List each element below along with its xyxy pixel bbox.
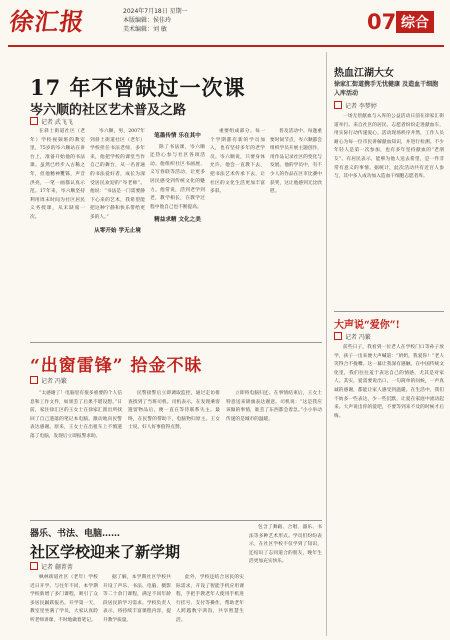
article5-title: 大声说“爱你”! xyxy=(334,320,400,331)
article2-subtitle: 徐家汇街道携手无忧健康 及造血干细胞入库活动 xyxy=(334,81,439,97)
article1-col2 xyxy=(90,128,145,338)
article4-col1-text: 枫林街道社区（老年）学校近日开学。与往年不同，本学期学校新增了多门课程，吸引了众多居民踊跃报名。开学第一天，教室里坐满了学员，大家认真聆听老师讲课，不时地做着笔记。 xyxy=(30,575,98,623)
article1-col5-text: 普及活动中。每逢重要时间节点，岑六顺都会组织学员开展主题创作，用作品记录社区的变化与发展。他的学员中，有不少人的作品在区市比赛中获奖，这让他感到无比欣慰。 xyxy=(270,129,322,195)
article4-col4 xyxy=(249,520,322,640)
article2-body xyxy=(334,113,444,309)
article4-col4-text: 包含了舞蹈、合唱、器乐、书法等多种艺术形式。学员们纷纷表示，在社区学校不仅学到了知识，还结识了志同道合的朋友，晚年生活更加充实快乐。 xyxy=(249,525,322,565)
article1-col4 xyxy=(210,128,265,338)
article3-byline xyxy=(30,376,67,385)
newspaper-logo: 徐汇报 xyxy=(7,7,87,36)
article4-col1 xyxy=(30,574,98,636)
article2-bottom-rule xyxy=(334,311,444,312)
article2-author: 记者 李梦婷 xyxy=(345,103,377,110)
article1-col3 xyxy=(150,128,205,338)
page-editor: 本版编辑：侯佳玲 xyxy=(123,17,172,24)
article1-col2-subhead: 从零开始 学无止境 xyxy=(94,227,141,234)
article1-col1 xyxy=(30,128,85,338)
page-designer: 美术编辑：刘 敏 xyxy=(123,26,167,33)
masthead-info xyxy=(123,7,188,34)
byline-icon xyxy=(30,117,38,125)
article3-col2-text: 民警接警后立即调取监控，通过走访排查找到了当班司机。司机表示，在发现乘客遗留物品后，便一直在等待联系失主。最终，在民警的帮助下，电脑物归原主。王女士说，好人好事值得点赞。 xyxy=(128,391,220,431)
column-divider xyxy=(326,52,327,636)
article3-col2 xyxy=(128,390,220,518)
article1-author: 记者 武飞飞 xyxy=(41,119,73,126)
article3-col1-text: “太感谢了！电脑里有很多重要的个人信息和工作文件，如果丢了后果不堪设想。”日前，家住徐汇区的王女士在徐家汇派出所找回了自己遗落的笔记本电脑，激动地向民警表达感谢。原来，王女士在出租车上不慎遗落了电脑，发现后立即报警求助。 xyxy=(30,391,122,439)
byline-icon xyxy=(30,562,38,570)
article1-subtitle: 岑六顺的社区艺术普及之路 xyxy=(30,103,187,118)
article2-byline xyxy=(334,101,377,110)
article3-title: “出窗雷锋” 拾金不昧 xyxy=(30,356,203,376)
article4-col3-text: 此外，学校还结合居民的实际需求，开设了智能手机应用课程，手把手教老年人使用手机进行挂号、支付等操作，帮助老年人跨越数字鸿沟，共享智慧生活。 xyxy=(176,575,244,623)
article1-bottom-rule xyxy=(30,342,322,343)
article3-col3 xyxy=(226,390,322,518)
article1-col5 xyxy=(270,128,322,338)
article4-col3 xyxy=(176,574,244,636)
article2-body-text: 一场无偿献血与入库的公益活动日前在徐家汇街道举行。来自社区的居民、志愿者纷纷走进献血车，用实际行动传递爱心。活动现场秩序井然，工作人员耐心为每一位市民讲解献血知识，并进行检测。不少年轻人是第一次参加，也有多年坚持献血的“老朋友”。有居民表示，能够为他人送去希望，是一件非常有意义的事情。据统计，此次活动共有近百人参与，其中多人成功加入造血干细胞志愿者库。 xyxy=(334,114,444,180)
article5-body xyxy=(334,344,444,636)
article1-col1-text: 在斜土街道社区（老年）学校视频班的教室里，75岁的岑六顺站在讲台上，准备开始他的书法课。虽然已经步入古稀之年，但他精神矍铄，声音洪亮，一笔一画都认真示范。17年来，岑六顺坚持利用周末时间为社区居民义务授课，从未缺席一次。 xyxy=(30,129,85,220)
article4-kicker: 器乐、书法、电脑…… xyxy=(30,529,121,539)
article3-col1 xyxy=(30,390,122,518)
article5-byline xyxy=(334,332,371,341)
article5-author: 记者 冯繁 xyxy=(345,334,371,341)
article1-col2-text: 岑六顺，男，2007年到斜土街道社区（老年）学校担任书法老师，多年来，他把学校的课堂当作自己的舞台，从一名普通的书法爱好者，成长为深受居民欢迎的“岑老师”。他说：“书法是一门需要静下心来的艺术，我希望能把这种宁静和快乐带给更多的人。” xyxy=(90,129,145,220)
article4-col2-text: 据了解，本学期社区学校共开设了声乐、书法、电脑、摄影等二十余门课程，满足不同年龄段居民的学习需求。学校负责人表示，将持续丰富课程内容，提升教学质量。 xyxy=(103,575,171,623)
article2-kicker: 热血江湖大女 xyxy=(334,68,394,79)
article1-col3-subhead1: 笔墨传情 乐在其中 xyxy=(154,133,201,139)
section-label: 综合 xyxy=(396,11,434,33)
byline-icon xyxy=(334,332,342,340)
article1-byline xyxy=(30,117,73,126)
article1-col4-text: 重要组成部分。每一个学期都有新的学员加入，也有坚持多年的老学员。岑六顺说，只要身体允许，他会一直教下去，把书法艺术传承下去，让社区的文化生活更加丰富多彩。 xyxy=(210,129,265,195)
article3-col3-text: 立即将电脑归还。在事情结束后，王女士特意送来锦旗表达谢意。司机说：“这是我应该做的事情，谁丢了东西都会着急。”小小举动传递的是城市的温暖。 xyxy=(226,391,322,422)
article3-author: 记者 冯繁 xyxy=(41,378,67,385)
masthead-rule xyxy=(8,45,444,47)
article1-title: 17 年不曾缺过一次课 xyxy=(30,75,246,100)
byline-icon xyxy=(334,101,342,109)
article5-body-text: 前些日子，我看到一位老人在学校门口等孙子放学，孩子一出来便大声喊道：“奶奶，我爱你！”老人笑得合不拢嘴。这一幕让我深有感触。在中国传统文化里，我们往往羞于表达自己的情感，尤其是对家人。其实，爱需要说出口，一句简单的问候，一声真诚的感谢，都能让家人感受到温暖。在生活中，我们不妨多一些表达，少一些沉默，让爱在家庭中流动起来。大声说出你的爱吧，不要等到来不及的时候才后悔。 xyxy=(334,345,444,419)
page-number: 07 xyxy=(367,10,397,34)
article4-col2 xyxy=(103,574,171,636)
issue-date: 2024年7月18日 星期一 xyxy=(123,8,188,15)
byline-icon xyxy=(30,376,38,384)
article1-col3-text: 除了书法课，岑六顺还热心参与社区各项活动。他组织社区书画展、义写春联等活动，让更多居民感受到传统文化的魅力。他常说，活到老学到老，教学相长，在教学过程中他自己也不断提高。 xyxy=(150,144,205,210)
article1-col3-subhead2: 精益求精 文化之美 xyxy=(154,217,201,224)
article4-title: 社区学校迎来了新学期 xyxy=(30,543,181,561)
article4-author: 记者 蒯菁菁 xyxy=(41,564,73,571)
article4-byline xyxy=(30,562,73,571)
